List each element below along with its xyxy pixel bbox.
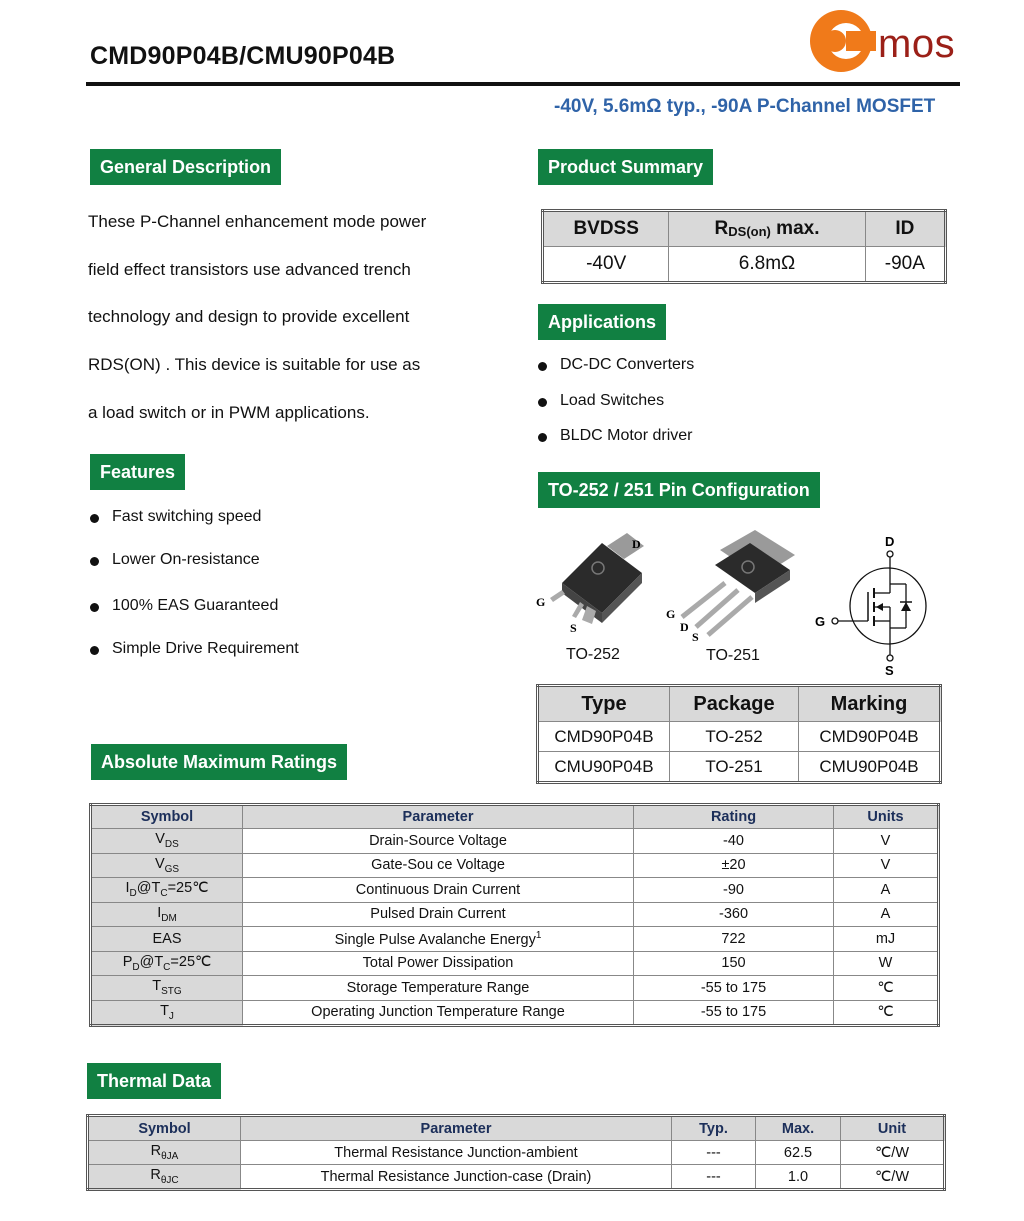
ps-value-bvdss: -40V: [543, 247, 669, 283]
table-row: [88, 1165, 945, 1190]
logo-text: mos: [878, 22, 956, 66]
pin-label-s: S: [570, 621, 577, 635]
amr-unit: A: [834, 902, 939, 927]
amr-parameter: Pulsed Drain Current: [243, 902, 634, 927]
thermal-header-unit: Unit: [841, 1116, 945, 1141]
amr-header-parameter: Parameter: [243, 805, 634, 829]
thermal-unit: ℃/W: [841, 1165, 945, 1190]
ps-value-id: -90A: [865, 247, 945, 283]
amr-symbol: $V_{DS}$: [91, 829, 243, 854]
applications-heading: Applications: [538, 304, 666, 340]
to251-caption: TO-251: [706, 647, 760, 664]
features-heading: Features: [90, 454, 185, 490]
pin-label-d: D: [632, 537, 641, 551]
absolute-max-heading: Absolute Maximum Ratings: [91, 744, 347, 780]
to251-package-icon: [660, 525, 800, 645]
ordering-type: CMU90P04B: [538, 752, 670, 783]
description-line: RDS(ON) . This device is suitable for use as: [88, 355, 421, 375]
device-subtitle: -40V, 5.6mΩ typ., -90A P-Channel MOSFET: [554, 96, 936, 117]
pin-label-s: S: [692, 630, 699, 644]
amr-parameter: Total Power Dissipation: [243, 951, 634, 976]
thermal-header-parameter: Parameter: [241, 1116, 672, 1141]
p-channel-mosfet-symbol-icon: [810, 532, 940, 680]
amr-rating: -40: [634, 829, 834, 854]
pin-config-heading: TO-252 / 251 Pin Configuration: [538, 472, 820, 508]
to252-caption: TO-252: [566, 646, 620, 663]
amr-symbol: $T_J$: [91, 1000, 243, 1026]
general-description-heading: General Description: [90, 149, 281, 185]
amr-parameter: Single Pulse Avalanche Energy$^1$: [243, 927, 634, 952]
pin-label-g: G: [815, 614, 826, 629]
table-row: [91, 853, 939, 878]
thermal-typ: ---: [672, 1141, 756, 1165]
amr-symbol: $V_{GS}$: [91, 853, 243, 878]
document-title: CMD90P04B/CMU90P04B: [90, 42, 396, 70]
amr-symbol: $I_D@T_C=25℃$: [91, 878, 243, 903]
amr-parameter: Gate-Sou ce Voltage: [243, 853, 634, 878]
table-row: [91, 902, 939, 927]
bullet-icon: [90, 646, 99, 655]
amr-rating: -55 to 175: [634, 976, 834, 1001]
ps-value-rdson: 6.8mΩ: [669, 247, 865, 283]
thermal-data-heading: Thermal Data: [87, 1063, 221, 1099]
general-description-text: [88, 198, 488, 437]
thermal-header-symbol: Symbol: [88, 1116, 241, 1141]
table-row: [91, 878, 939, 903]
ordering-type: CMD90P04B: [538, 722, 670, 752]
bullet-icon: [538, 398, 547, 407]
amr-parameter: Operating Junction Temperature Range: [243, 1000, 634, 1026]
ordering-header-package: Package: [670, 686, 799, 722]
ordering-header-type: Type: [538, 686, 670, 722]
amr-header-rating: Rating: [634, 805, 834, 829]
pin-label-g: G: [536, 595, 546, 609]
ps-header-id: ID: [865, 211, 945, 247]
thermal-header-max: Max.: [756, 1116, 841, 1141]
table-row: [91, 927, 939, 952]
company-logo-icon: [808, 6, 878, 76]
ordering-header-marking: Marking: [799, 686, 941, 722]
ordering-info-table: [536, 684, 942, 784]
pin-label-g: G: [666, 607, 676, 621]
table-row: [91, 951, 939, 976]
thermal-symbol: $R_{\theta JA}$: [88, 1141, 241, 1165]
ps-header-rdson: $R_{DS(on)}$ max.: [669, 211, 865, 247]
table-row: [91, 976, 939, 1001]
table-row: [91, 1000, 939, 1026]
thermal-max: 62.5: [756, 1141, 841, 1165]
description-line: technology and design to provide excellent: [88, 307, 410, 327]
amr-symbol: $P_D@T_C=25℃$: [91, 951, 243, 976]
absolute-max-ratings-table: [89, 803, 940, 1027]
amr-header-units: Units: [834, 805, 939, 829]
bullet-icon: [90, 603, 99, 612]
amr-rating: -55 to 175: [634, 1000, 834, 1026]
thermal-symbol: $R_{\theta JC}$: [88, 1165, 241, 1190]
ordering-marking: CMU90P04B: [799, 752, 941, 783]
thermal-typ: ---: [672, 1165, 756, 1190]
amr-unit: V: [834, 853, 939, 878]
amr-symbol: EAS: [91, 927, 243, 952]
amr-rating: 722: [634, 927, 834, 952]
amr-rating: 150: [634, 951, 834, 976]
ordering-package: TO-252: [670, 722, 799, 752]
amr-rating: ±20: [634, 853, 834, 878]
amr-unit: W: [834, 951, 939, 976]
description-line: a load switch or in PWM applications.: [88, 402, 370, 422]
amr-unit: mJ: [834, 927, 939, 952]
amr-unit: ℃: [834, 1000, 939, 1026]
amr-symbol: $I_{DM}$: [91, 902, 243, 927]
amr-rating: -90: [634, 878, 834, 903]
amr-rating: -360: [634, 902, 834, 927]
amr-header-symbol: Symbol: [91, 805, 243, 829]
table-row: [538, 722, 941, 752]
amr-unit: ℃: [834, 976, 939, 1001]
pin-label-s: S: [885, 663, 894, 678]
thermal-header-typ: Typ.: [672, 1116, 756, 1141]
ordering-marking: CMD90P04B: [799, 722, 941, 752]
amr-parameter: Drain-Source Voltage: [243, 829, 634, 854]
product-summary-table: [541, 209, 947, 284]
ps-header-bvdss: BVDSS: [543, 211, 669, 247]
description-line: field effect transistors use advanced trench: [88, 259, 411, 279]
bullet-icon: [90, 557, 99, 566]
amr-unit: A: [834, 878, 939, 903]
title-rule: [86, 82, 960, 86]
amr-unit: V: [834, 829, 939, 854]
thermal-parameter: Thermal Resistance Junction-case (Drain): [241, 1165, 672, 1190]
to252-package-icon: [532, 528, 662, 638]
bullet-icon: [538, 362, 547, 371]
product-summary-heading: Product Summary: [538, 149, 713, 185]
bullet-icon: [90, 514, 99, 523]
table-row: [538, 752, 941, 783]
thermal-data-table: [86, 1114, 946, 1191]
thermal-parameter: Thermal Resistance Junction-ambient: [241, 1141, 672, 1165]
amr-symbol: $T_{STG}$: [91, 976, 243, 1001]
amr-parameter: Continuous Drain Current: [243, 878, 634, 903]
thermal-unit: ℃/W: [841, 1141, 945, 1165]
table-row: [91, 829, 939, 854]
thermal-max: 1.0: [756, 1165, 841, 1190]
table-row: [88, 1141, 945, 1165]
description-line: These P-Channel enhancement mode power: [88, 212, 427, 231]
bullet-icon: [538, 433, 547, 442]
pin-label-d: D: [680, 620, 689, 634]
ordering-package: TO-251: [670, 752, 799, 783]
amr-parameter: Storage Temperature Range: [243, 976, 634, 1001]
pin-label-d: D: [885, 534, 895, 549]
